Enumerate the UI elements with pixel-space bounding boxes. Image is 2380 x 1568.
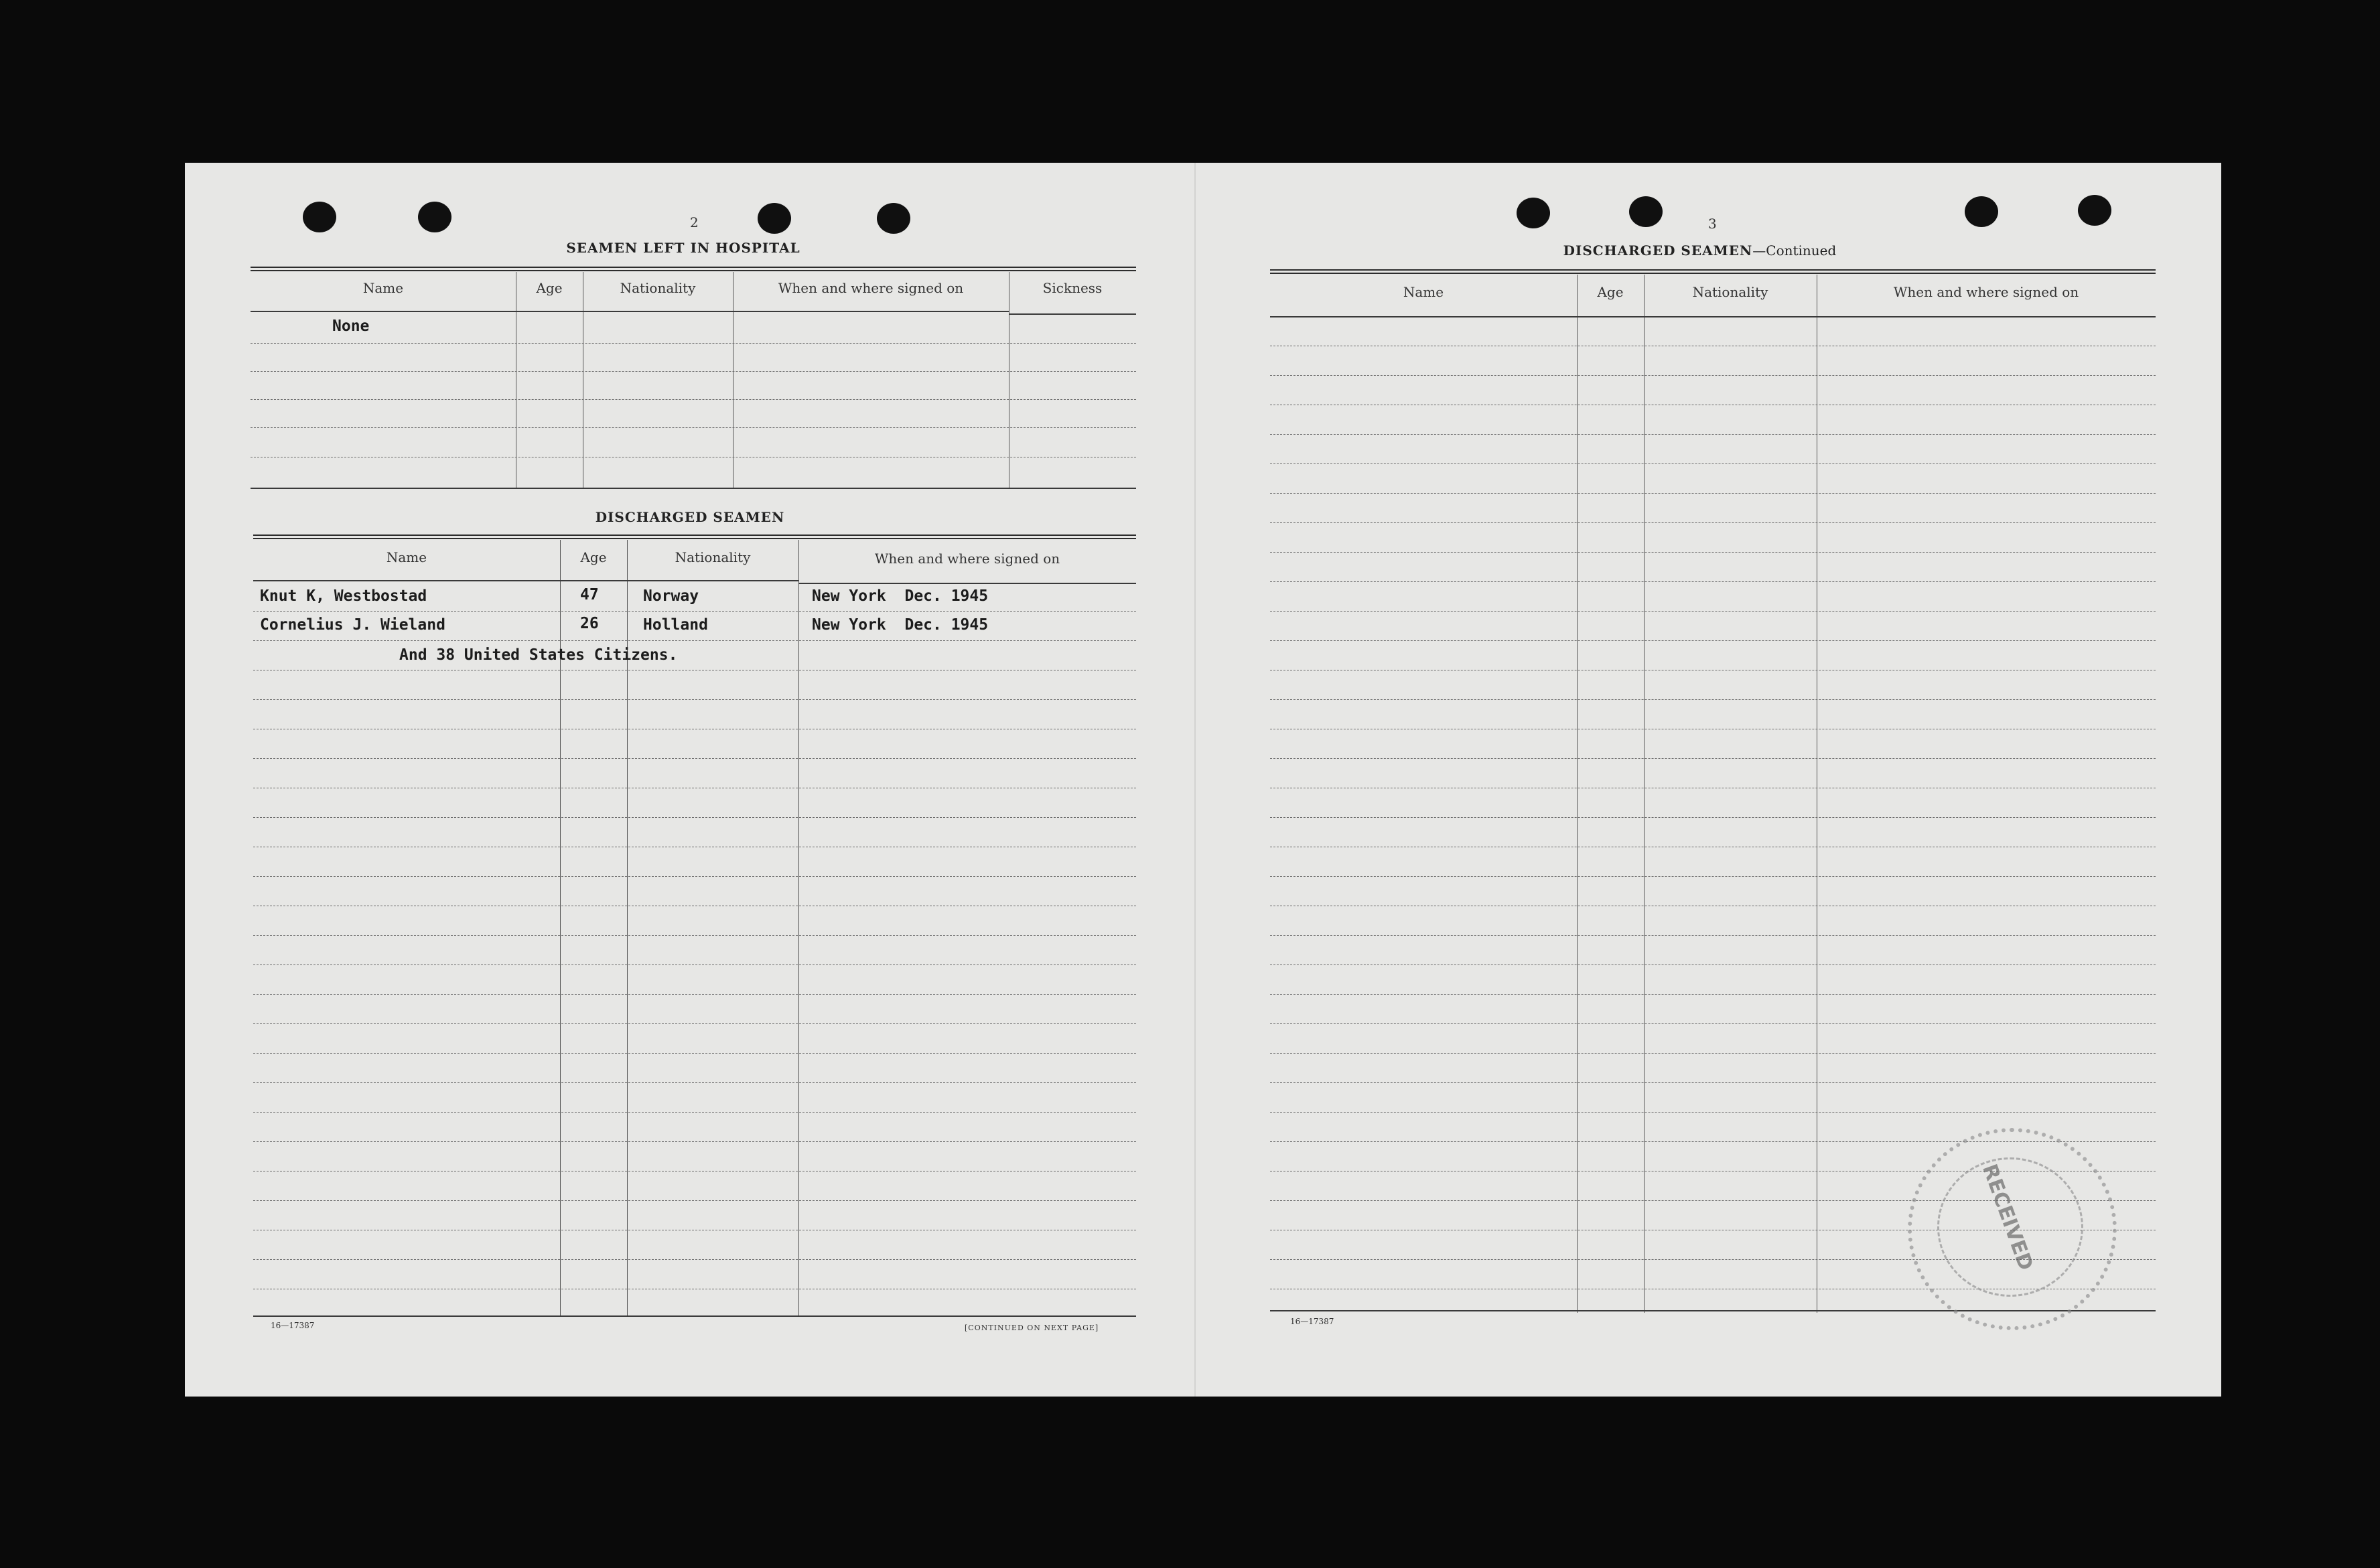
table-row (1270, 434, 2156, 435)
discharged-table (253, 534, 1136, 1317)
stamp-text: RECEIVED (1977, 1161, 2038, 1274)
table-row (253, 994, 1136, 995)
table-row (253, 1200, 1136, 1201)
table-row (1270, 640, 2156, 641)
seaman-1-name: Knut K, Westbostad (260, 587, 427, 605)
seaman-1-age: 47 (580, 586, 599, 603)
punch-hole (1517, 198, 1550, 228)
table-row (1270, 699, 2156, 700)
col-signed-on: When and where signed on (874, 551, 1060, 567)
table-row (251, 343, 1136, 344)
col-age: Age (1597, 284, 1624, 300)
table-row (1270, 522, 2156, 523)
table-row (253, 876, 1136, 877)
table-row (253, 1082, 1136, 1083)
seaman-2-signed-on: New York Dec. 1945 (812, 616, 989, 634)
page-fold (1194, 163, 1196, 1397)
page-number-right: 3 (1708, 216, 1717, 232)
table-row (1270, 758, 2156, 759)
continued-note: [CONTINUED ON NEXT PAGE] (965, 1324, 1099, 1332)
table-row (253, 1053, 1136, 1054)
table-row (251, 427, 1136, 428)
punch-hole (418, 202, 451, 232)
table-row (1270, 876, 2156, 877)
table-row (253, 1023, 1136, 1024)
col-age: Age (536, 280, 563, 296)
table-row (1270, 1112, 2156, 1113)
punch-hole (1965, 196, 1998, 227)
col-signed-on: When and where signed on (778, 280, 964, 296)
table-row (251, 399, 1136, 400)
title-main: DISCHARGED SEAMEN (1563, 242, 1753, 259)
table-row (253, 935, 1136, 936)
table-row (1270, 375, 2156, 376)
table-row (1270, 1053, 2156, 1054)
table-row (253, 611, 1136, 612)
discharged-section-title: DISCHARGED SEAMEN (595, 509, 785, 525)
received-stamp (1908, 1128, 2117, 1330)
hospital-table (251, 267, 1136, 489)
seaman-2-nationality: Holland (643, 616, 708, 634)
discharged-note: And 38 United States Citizens. (399, 646, 678, 664)
col-nationality: Nationality (1692, 284, 1768, 300)
punch-hole (2078, 195, 2111, 226)
seaman-2-age: 26 (580, 615, 599, 632)
hospital-entry-name: None (332, 317, 370, 335)
col-nationality: Nationality (675, 549, 751, 565)
table-row (1270, 581, 2156, 582)
table-row (1270, 493, 2156, 494)
page-number-left: 2 (690, 214, 699, 230)
table-row (1270, 935, 2156, 936)
discharged-continued-title (1269, 242, 2130, 259)
col-name: Name (386, 549, 427, 565)
table-row (1270, 994, 2156, 995)
seaman-1-signed-on: New York Dec. 1945 (812, 587, 989, 605)
table-row (253, 699, 1136, 700)
table-row (1270, 1082, 2156, 1083)
table-row (253, 758, 1136, 759)
punch-hole (758, 203, 791, 234)
col-name: Name (362, 280, 404, 296)
punch-hole (877, 203, 910, 234)
table-row (253, 640, 1136, 641)
form-number-right: 16—17387 (1290, 1317, 1334, 1326)
table-row (251, 371, 1136, 372)
table-row (1270, 817, 2156, 818)
table-row (253, 817, 1136, 818)
col-age: Age (580, 549, 607, 565)
table-row (1270, 552, 2156, 553)
table-row (1270, 1023, 2156, 1024)
hospital-section-title: SEAMEN LEFT IN HOSPITAL (566, 240, 800, 256)
title-continued: —Continued (1752, 242, 1837, 259)
table-row (253, 1112, 1136, 1113)
col-nationality: Nationality (620, 280, 696, 296)
col-signed-on: When and where signed on (1893, 284, 2079, 300)
col-sickness: Sickness (1042, 280, 1103, 296)
seaman-1-nationality: Norway (643, 587, 699, 605)
table-row (1270, 611, 2156, 612)
punch-hole (303, 202, 336, 232)
table-row (253, 1259, 1136, 1260)
seaman-2-name: Cornelius J. Wieland (260, 616, 445, 634)
form-number-left: 16—17387 (271, 1321, 315, 1330)
col-name: Name (1403, 284, 1444, 300)
table-row (253, 1141, 1136, 1142)
punch-hole (1629, 196, 1663, 227)
